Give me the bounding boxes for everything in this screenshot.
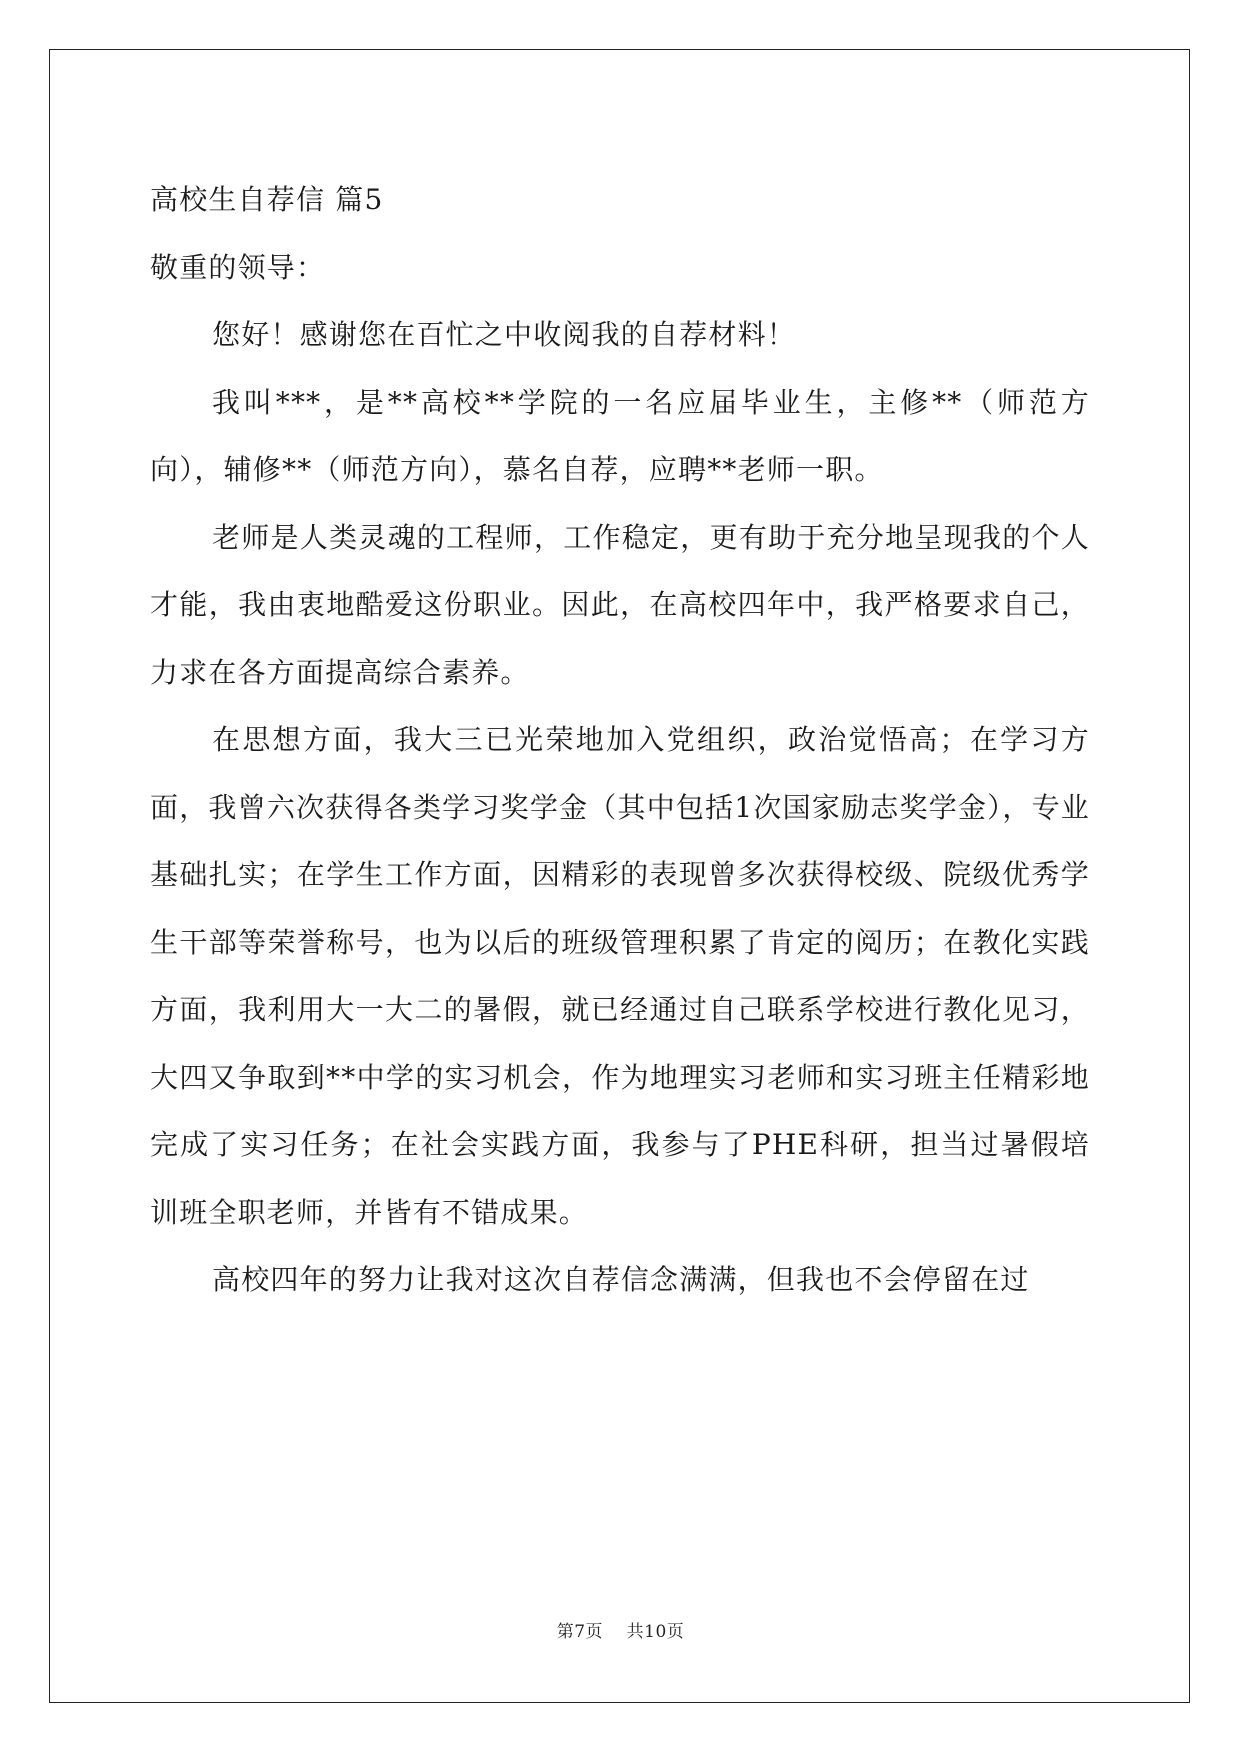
letter-title: 高校生自荐信 篇5 xyxy=(150,183,384,216)
paragraph-introduction: 我叫***，是**高校**学院的一名应届毕业生，主修**（师范方向），辅修**（师范方向），慕名自荐，应聘**老师一职。 xyxy=(150,385,1090,486)
paragraph-achievements: 在思想方面，我大三已光荣地加入党组织，政治觉悟高；在学习方面，我曾六次获得各类学习奖学金（其中包括1次国家励志奖学金），专业基础扎实；在学生工作方面，因精彩的表现曾多次获得校级、院级优秀学生干部等荣誉称号，也为以后的班级管理积累了肯定的阅历；在教化实践方面，我利用大一大二的暑假，就已经通过自己联系学校进行教化见习，大四又争取到**中学的实习机会，作为地理实习老师和实习班主任精彩地完成了实习任务；在社会实践方面，我参与了PHE科研，担当过暑假培训班全职老师，并皆有不错成果。 xyxy=(150,723,1090,1229)
page-footer xyxy=(0,1617,1241,1642)
page-number: 第7页 xyxy=(556,1622,604,1642)
paragraph-motivation: 老师是人类灵魂的工程师，工作稳定，更有助于充分地呈现我的个人才能，我由衷地酷爱这份职业。因此，在高校四年中，我严格要求自己，力求在各方面提高综合素养。 xyxy=(150,520,1090,689)
salutation: 敬重的领导： xyxy=(150,250,326,284)
letter-body xyxy=(150,166,1090,1314)
paragraph-greeting: 您好！感谢您在百忙之中收阅我的自荐材料！ xyxy=(212,318,797,351)
paragraph-conclusion: 高校四年的努力让我对这次自荐信念满满，但我也不会停留在过 xyxy=(212,1263,1030,1296)
page-total: 共10页 xyxy=(626,1622,685,1642)
